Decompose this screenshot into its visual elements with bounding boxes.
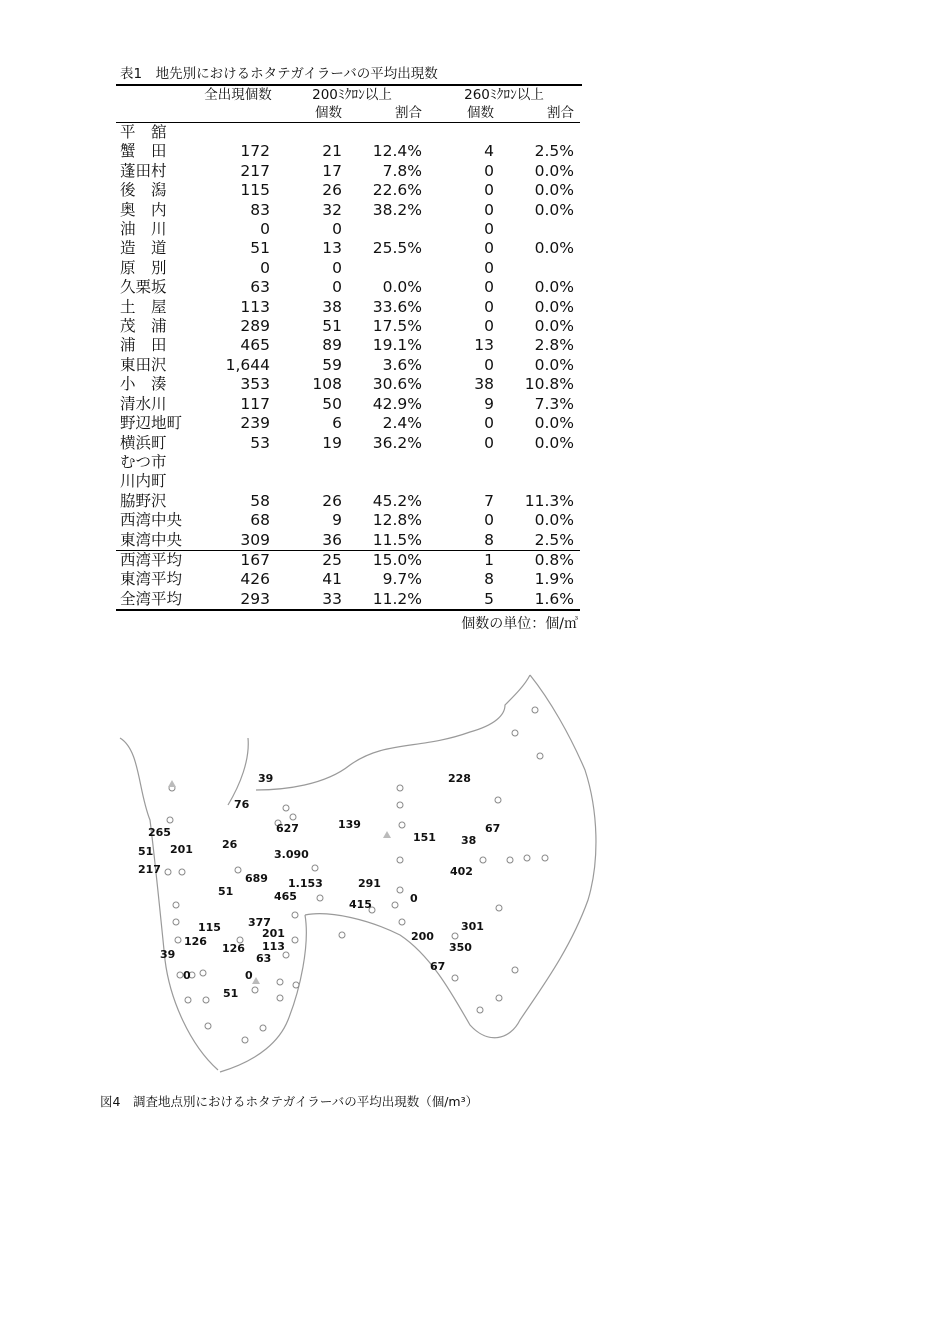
- coastline-north: [256, 675, 530, 790]
- cell-c260: 4: [484, 142, 494, 161]
- station-circle: [399, 919, 405, 925]
- cell-c260: 0: [484, 200, 494, 219]
- station-circle: [507, 857, 513, 863]
- cell-c260: 0: [484, 278, 494, 297]
- cell-total: 353: [240, 375, 270, 394]
- coastline-inlet: [228, 738, 248, 805]
- table-row: [116, 356, 580, 375]
- cell-r200: 11.2%: [348, 590, 428, 610]
- triangle-icon: [168, 780, 176, 787]
- station-label: 0: [245, 969, 253, 982]
- station-label: 689: [245, 872, 268, 885]
- cell-c200: [276, 453, 348, 472]
- cell-r260: 10.8%: [524, 375, 574, 394]
- station-circle: [260, 1025, 266, 1031]
- station-label: 115: [198, 921, 221, 934]
- station-label: 402: [450, 865, 473, 878]
- table-row: [116, 162, 580, 181]
- cell-location: 東湾平均: [120, 570, 183, 589]
- station-label: 151: [413, 831, 436, 844]
- station-label: 113: [262, 940, 285, 953]
- cell-location: 油 川: [120, 220, 167, 239]
- cell-r260: 0.0%: [534, 297, 574, 316]
- unit-note: 個数の単位：個/㎥: [461, 616, 578, 633]
- cell-location: 後 潟: [120, 181, 167, 200]
- cell-total: 465: [240, 336, 270, 355]
- cell-r200: 0.0%: [382, 278, 422, 297]
- station-label: 0: [183, 969, 191, 982]
- cell-r200: 9.7%: [382, 570, 422, 589]
- station-circle: [277, 995, 283, 1001]
- cell-r260: 0.0%: [534, 355, 574, 374]
- cell-location: 奥 内: [120, 200, 167, 219]
- cell-total: 51: [250, 239, 270, 258]
- cell-c260: 0: [484, 511, 494, 530]
- cell-r260: 0.8%: [500, 550, 580, 570]
- cell-r260: 0.0%: [534, 239, 574, 258]
- cell-total: 217: [240, 161, 270, 180]
- cell-c260: 0: [484, 433, 494, 452]
- cell-location: 清水川: [120, 394, 167, 413]
- cell-total: 1,644: [225, 355, 270, 374]
- cell-c200: 17: [322, 161, 342, 180]
- station-circle: [452, 975, 458, 981]
- station-label: 377: [248, 916, 271, 929]
- station-label: 3.090: [274, 848, 309, 861]
- station-circle: [537, 753, 543, 759]
- station-label: 38: [461, 834, 477, 847]
- table-row: [116, 278, 580, 297]
- station-circle: [452, 933, 458, 939]
- cell-r200: 3.6%: [382, 355, 422, 374]
- table-row: [116, 181, 580, 200]
- station-circle: [179, 869, 185, 875]
- station-circle: [242, 1037, 248, 1043]
- cell-c200: 38: [322, 297, 342, 316]
- station-label: 217: [138, 863, 161, 876]
- figure-caption: 図4 調査地点別におけるホタテガイラーバの平均出現数（個/m³）: [100, 1094, 479, 1109]
- table-row: [116, 123, 580, 143]
- cell-c260: 8: [484, 570, 494, 589]
- cell-total: 63: [250, 278, 270, 297]
- station-circle: [173, 919, 179, 925]
- station-label: 265: [148, 826, 171, 839]
- cell-location: 東湾中央: [120, 530, 183, 549]
- header-blank: [116, 86, 200, 104]
- table-row: [116, 239, 580, 258]
- table-row: [116, 375, 580, 394]
- station-label: 228: [448, 772, 471, 785]
- station-circle: [205, 1023, 211, 1029]
- cell-c200: 26: [322, 181, 342, 200]
- cell-r260: 2.5%: [534, 530, 574, 549]
- station-label: 350: [449, 941, 472, 954]
- table-row: [116, 298, 580, 317]
- table-row: [116, 414, 580, 433]
- station-label: 67: [430, 960, 446, 973]
- cell-c200: 32: [322, 200, 342, 219]
- table-row: [116, 511, 580, 530]
- cell-r200: 38.2%: [372, 200, 422, 219]
- table-row: [116, 201, 580, 220]
- cell-location: 全湾平均: [116, 590, 200, 610]
- cell-r260: 2.5%: [534, 142, 574, 161]
- station-label: 627: [276, 822, 299, 835]
- cell-c260: 7: [484, 491, 494, 510]
- station-circle: [542, 855, 548, 861]
- cell-r200: 45.2%: [372, 491, 422, 510]
- cell-total: [200, 453, 276, 472]
- cell-r200: 22.6%: [372, 181, 422, 200]
- cell-r260: 0.0%: [534, 511, 574, 530]
- station-circle: [173, 902, 179, 908]
- cell-location: 西湾中央: [120, 511, 183, 530]
- station-circle: [399, 822, 405, 828]
- cell-total: 172: [240, 142, 270, 161]
- header-count-200: 個数: [276, 104, 348, 123]
- table-row: [116, 395, 580, 414]
- station-label: 200: [411, 930, 434, 943]
- cell-total: 239: [240, 414, 270, 433]
- table-row: [116, 317, 580, 336]
- cell-c260: [428, 123, 500, 143]
- cell-location: むつ市: [120, 452, 167, 471]
- cell-location: 川内町: [120, 472, 167, 491]
- cell-r200: 30.6%: [372, 375, 422, 394]
- cell-total: 83: [250, 200, 270, 219]
- table-row: [116, 531, 580, 551]
- cell-r200: 12.4%: [372, 142, 422, 161]
- cell-c200: 9: [332, 511, 342, 530]
- table-row: [116, 570, 580, 589]
- cell-r200: 25.5%: [372, 239, 422, 258]
- cell-total: 115: [240, 181, 270, 200]
- cell-r260: 0.0%: [534, 433, 574, 452]
- cell-r260: [500, 259, 580, 278]
- station-label: 0: [410, 892, 418, 905]
- station-circle: [290, 814, 296, 820]
- cell-total: 0: [260, 258, 270, 277]
- header-count-260: 個数: [428, 104, 500, 123]
- cell-c260: 0: [484, 220, 494, 239]
- station-circle: [495, 797, 501, 803]
- cell-r200: 12.8%: [372, 511, 422, 530]
- cell-total: 113: [240, 297, 270, 316]
- triangle-icon: [252, 977, 260, 984]
- cell-c260: 0: [484, 355, 494, 374]
- bay-map: [110, 660, 600, 1080]
- cell-c260: 0: [484, 414, 494, 433]
- station-circle: [392, 902, 398, 908]
- station-circle: [532, 707, 538, 713]
- station-label: 465: [274, 890, 297, 903]
- cell-r260: 0.0%: [534, 161, 574, 180]
- station-circle: [165, 869, 171, 875]
- cell-r260: 0.0%: [534, 278, 574, 297]
- cell-c260: 5: [428, 590, 500, 610]
- cell-total: 293: [200, 590, 276, 610]
- cell-location: 土 屋: [120, 297, 167, 316]
- cell-c200: 21: [322, 142, 342, 161]
- cell-r200: [348, 472, 428, 491]
- header-ratio-260: 割合: [500, 104, 580, 123]
- cell-c200: 50: [322, 394, 342, 413]
- cell-r200: 33.6%: [372, 297, 422, 316]
- station-label: 39: [258, 772, 274, 785]
- station-label: 291: [358, 877, 381, 890]
- cell-c200: 36: [322, 530, 342, 549]
- cell-c260: 0: [484, 317, 494, 336]
- cell-total: 0: [260, 220, 270, 239]
- cell-c260: 13: [474, 336, 494, 355]
- table-title: 表1 地先別におけるホタテガイラーバの平均出現数: [116, 66, 582, 86]
- cell-location: 茂 浦: [120, 317, 167, 336]
- station-circle: [312, 865, 318, 871]
- cell-c260: 0: [484, 181, 494, 200]
- station-circle: [397, 857, 403, 863]
- cell-location: 造 道: [120, 239, 167, 258]
- cell-r260: 11.3%: [524, 491, 574, 510]
- table-row: [116, 550, 580, 570]
- station-circle: [496, 995, 502, 1001]
- coastline-east: [305, 675, 596, 1038]
- cell-total: 58: [250, 491, 270, 510]
- table-row: [116, 590, 580, 610]
- cell-total: 426: [240, 570, 270, 589]
- cell-c200: [276, 472, 348, 491]
- table-row: [116, 220, 580, 239]
- station-circle: [252, 987, 258, 993]
- cell-r260: 0.0%: [534, 181, 574, 200]
- cell-c260: 0: [484, 258, 494, 277]
- cell-total: 289: [240, 317, 270, 336]
- cell-r260: 0.0%: [534, 200, 574, 219]
- table-row: [116, 259, 580, 278]
- cell-c200: 59: [322, 355, 342, 374]
- station-circle: [397, 887, 403, 893]
- cell-total: 117: [240, 394, 270, 413]
- station-circle: [235, 867, 241, 873]
- station-circle: [167, 817, 173, 823]
- cell-location: 小 湊: [120, 375, 167, 394]
- cell-c200: 108: [312, 375, 342, 394]
- cell-c200: 41: [322, 570, 342, 589]
- station-label: 51: [218, 885, 234, 898]
- cell-c200: 0: [332, 220, 342, 239]
- cell-c200: 0: [332, 258, 342, 277]
- cell-c260: 38: [474, 375, 494, 394]
- header-260: 260ﾐｸﾛﾝ以上: [464, 87, 544, 103]
- table-row: [116, 492, 580, 511]
- cell-r200: 2.4%: [382, 414, 422, 433]
- cell-c260: 1: [428, 550, 500, 570]
- cell-r260: [500, 220, 580, 239]
- cell-r200: [348, 259, 428, 278]
- cell-r260: 2.8%: [534, 336, 574, 355]
- station-circle: [283, 805, 289, 811]
- station-label: 301: [461, 920, 484, 933]
- cell-r200: [348, 123, 428, 143]
- cell-total: 68: [250, 511, 270, 530]
- station-circle: [512, 967, 518, 973]
- cell-c260: 0: [484, 239, 494, 258]
- station-label: 39: [160, 948, 176, 961]
- cell-c200: 0: [332, 278, 342, 297]
- cell-total: [200, 123, 276, 143]
- header-total: 全出現個数: [204, 87, 272, 103]
- station-label: 63: [256, 952, 272, 965]
- station-circle: [317, 895, 323, 901]
- cell-r260: [500, 123, 580, 143]
- map-figure: [110, 660, 600, 1080]
- cell-r260: 7.3%: [534, 394, 574, 413]
- cell-r200: 17.5%: [372, 317, 422, 336]
- cell-r200: 7.8%: [382, 161, 422, 180]
- triangle-icon: [383, 831, 391, 838]
- cell-location: 平 舘: [120, 123, 167, 141]
- station-label: 139: [338, 818, 361, 831]
- cell-r260: 1.9%: [534, 570, 574, 589]
- cell-location: 久栗坂: [120, 278, 167, 297]
- header-row-1: [116, 86, 580, 104]
- cell-c200: 6: [332, 414, 342, 433]
- station-circle: [292, 912, 298, 918]
- cell-r200: [348, 220, 428, 239]
- cell-c260: [428, 453, 500, 472]
- cell-location: 蓬田村: [120, 161, 167, 180]
- table-row: [116, 453, 580, 472]
- station-circle: [397, 802, 403, 808]
- station-circle: [185, 997, 191, 1003]
- cell-c200: 19: [322, 433, 342, 452]
- station-circle: [480, 857, 486, 863]
- station-circle: [339, 932, 345, 938]
- cell-c200: 89: [322, 336, 342, 355]
- header-200: 200ﾐｸﾛﾝ以上: [312, 87, 392, 103]
- station-circle: [397, 785, 403, 791]
- station-circle: [175, 937, 181, 943]
- cell-c200: [276, 123, 348, 143]
- cell-r260: 1.6%: [500, 590, 580, 610]
- table-section: [116, 66, 582, 633]
- station-label: 126: [222, 942, 245, 955]
- cell-r200: 42.9%: [372, 394, 422, 413]
- cell-c260: 0: [484, 297, 494, 316]
- table-row: [116, 142, 580, 161]
- station-circle: [293, 982, 299, 988]
- cell-r200: 36.2%: [372, 433, 422, 452]
- cell-total: 53: [250, 433, 270, 452]
- cell-location: 西湾平均: [116, 550, 200, 570]
- station-circle: [512, 730, 518, 736]
- header-row-2: [116, 104, 580, 123]
- cell-r200: 15.0%: [348, 550, 428, 570]
- station-label: 67: [485, 822, 501, 835]
- station-label: 51: [223, 987, 239, 1000]
- cell-location: 東田沢: [120, 355, 167, 374]
- station-label: 76: [234, 798, 250, 811]
- table-row: [116, 434, 580, 453]
- cell-location: 横浜町: [120, 433, 167, 452]
- station-circle: [524, 855, 530, 861]
- table-body: [116, 123, 580, 611]
- table-row: [116, 472, 580, 491]
- cell-location: 浦 田: [120, 336, 167, 355]
- cell-location: 脇野沢: [120, 491, 167, 510]
- cell-c260: 8: [484, 530, 494, 549]
- cell-r260: 0.0%: [534, 414, 574, 433]
- cell-c200: 51: [322, 317, 342, 336]
- station-circle: [496, 905, 502, 911]
- cell-r260: 0.0%: [534, 317, 574, 336]
- cell-r200: 11.5%: [372, 530, 422, 549]
- cell-c200: 25: [276, 550, 348, 570]
- station-circle: [203, 997, 209, 1003]
- cell-c260: 9: [484, 394, 494, 413]
- cell-c200: 26: [322, 491, 342, 510]
- cell-r260: [500, 472, 580, 491]
- station-label: 201: [262, 927, 285, 940]
- cell-total: [200, 472, 276, 491]
- station-labels: [138, 772, 500, 1000]
- cell-total: 167: [200, 550, 276, 570]
- table-row: [116, 336, 580, 355]
- station-label: 415: [349, 898, 372, 911]
- cell-r200: 19.1%: [372, 336, 422, 355]
- station-circle: [200, 970, 206, 976]
- cell-c260: [428, 472, 500, 491]
- cell-location: 蟹 田: [120, 142, 167, 161]
- station-label: 126: [184, 935, 207, 948]
- station-circle: [477, 1007, 483, 1013]
- cell-r260: [500, 453, 580, 472]
- station-label: 1.153: [288, 877, 323, 890]
- cell-c200: 13: [322, 239, 342, 258]
- cell-total: 309: [240, 530, 270, 549]
- station-label: 26: [222, 838, 238, 851]
- station-circle: [277, 979, 283, 985]
- station-label: 51: [138, 845, 154, 858]
- cell-c260: 0: [484, 161, 494, 180]
- cell-location: 原 別: [120, 258, 167, 277]
- station-circle: [292, 937, 298, 943]
- cell-c200: 33: [276, 590, 348, 610]
- header-ratio-200: 割合: [348, 104, 428, 123]
- station-label: 201: [170, 843, 193, 856]
- cell-location: 野辺地町: [120, 414, 183, 433]
- cell-r200: [348, 453, 428, 472]
- larvae-table: [116, 86, 580, 611]
